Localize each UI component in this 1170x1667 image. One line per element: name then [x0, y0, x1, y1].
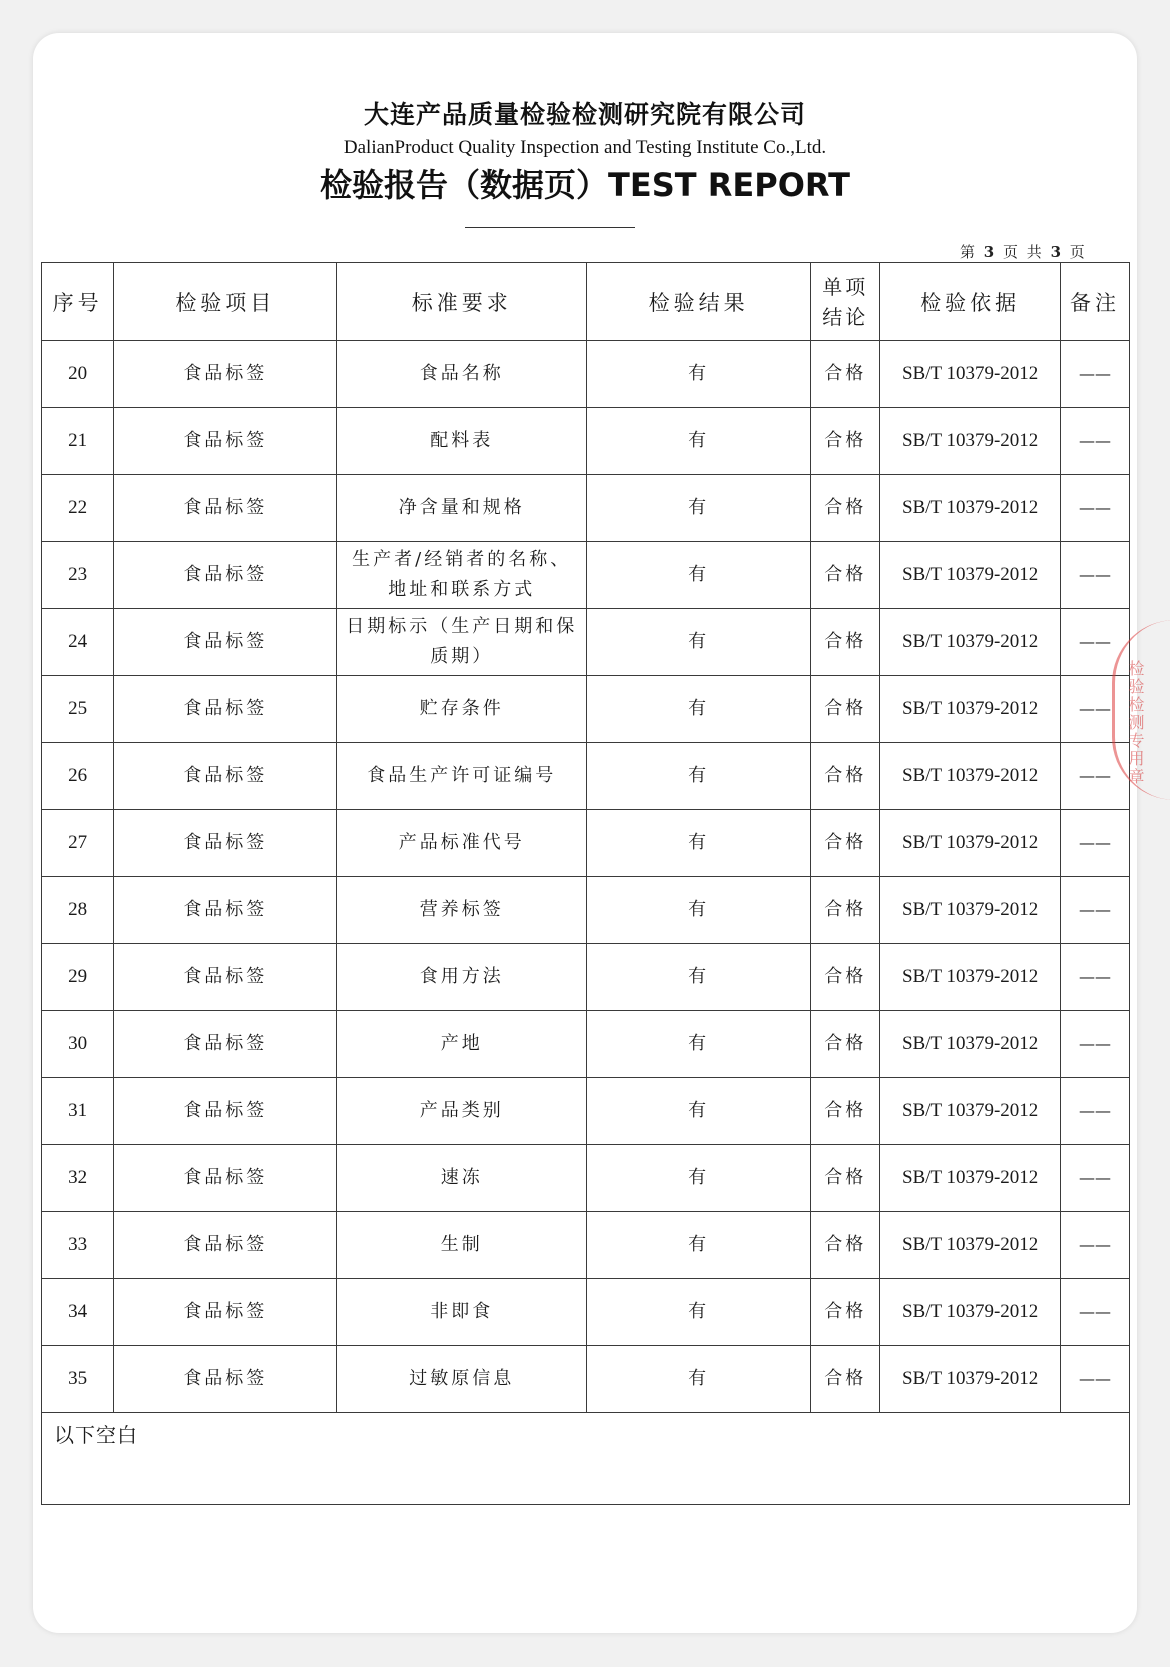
cell-seq: 31	[42, 1078, 114, 1145]
cell-basis: SB/T 10379-2012	[880, 676, 1061, 743]
cell-remark: ——	[1060, 408, 1129, 475]
cell-standard: 贮存条件	[337, 676, 587, 743]
cell-result: 有	[587, 1279, 811, 1346]
cell-result: 有	[587, 676, 811, 743]
cell-standard: 速冻	[337, 1145, 587, 1212]
table-row	[42, 877, 1130, 944]
cell-result: 有	[587, 1078, 811, 1145]
page-current: 3	[983, 243, 997, 261]
header-basis: 检验依据	[880, 263, 1061, 341]
cell-seq: 35	[42, 1346, 114, 1413]
cell-conclusion: 合格	[811, 944, 880, 1011]
header-item: 检验项目	[114, 263, 337, 341]
cell-item: 食品标签	[114, 542, 337, 609]
cell-result: 有	[587, 877, 811, 944]
table-row	[42, 810, 1130, 877]
cell-conclusion: 合格	[811, 475, 880, 542]
cell-item: 食品标签	[114, 1212, 337, 1279]
cell-seq: 23	[42, 542, 114, 609]
cell-basis: SB/T 10379-2012	[880, 1145, 1061, 1212]
cell-basis: SB/T 10379-2012	[880, 810, 1061, 877]
cell-basis: SB/T 10379-2012	[880, 542, 1061, 609]
inspection-table	[41, 262, 1130, 1505]
cell-item: 食品标签	[114, 408, 337, 475]
cell-remark: ——	[1060, 341, 1129, 408]
cell-remark: ——	[1060, 609, 1129, 676]
page-mid: 页 共	[1003, 243, 1044, 261]
table-header-row	[42, 263, 1130, 341]
cell-result: 有	[587, 810, 811, 877]
table-row	[42, 341, 1130, 408]
page-total: 3	[1050, 243, 1064, 261]
table-row	[42, 475, 1130, 542]
cell-item: 食品标签	[114, 1145, 337, 1212]
cell-standard: 生制	[337, 1212, 587, 1279]
cell-basis: SB/T 10379-2012	[880, 1346, 1061, 1413]
cell-result: 有	[587, 1346, 811, 1413]
cell-standard: 配料表	[337, 408, 587, 475]
cell-conclusion: 合格	[811, 743, 880, 810]
cell-result: 有	[587, 341, 811, 408]
cell-basis: SB/T 10379-2012	[880, 341, 1061, 408]
cell-standard: 食用方法	[337, 944, 587, 1011]
cell-standard: 净含量和规格	[337, 475, 587, 542]
cell-result: 有	[587, 609, 811, 676]
cell-conclusion: 合格	[811, 1078, 880, 1145]
cell-seq: 28	[42, 877, 114, 944]
header-seq: 序号	[42, 263, 114, 341]
cell-remark: ——	[1060, 1212, 1129, 1279]
cell-basis: SB/T 10379-2012	[880, 609, 1061, 676]
table-row	[42, 1212, 1130, 1279]
cell-item: 食品标签	[114, 676, 337, 743]
cell-remark: ——	[1060, 810, 1129, 877]
cell-result: 有	[587, 408, 811, 475]
page-prefix: 第	[960, 243, 978, 261]
cell-standard: 产品标准代号	[337, 810, 587, 877]
cell-item: 食品标签	[114, 1346, 337, 1413]
table-row	[42, 743, 1130, 810]
cell-basis: SB/T 10379-2012	[880, 1078, 1061, 1145]
cell-basis: SB/T 10379-2012	[880, 1011, 1061, 1078]
cell-item: 食品标签	[114, 341, 337, 408]
cell-conclusion: 合格	[811, 810, 880, 877]
cell-seq: 33	[42, 1212, 114, 1279]
cell-item: 食品标签	[114, 1011, 337, 1078]
cell-remark: ——	[1060, 944, 1129, 1011]
cell-item: 食品标签	[114, 609, 337, 676]
title-underline	[465, 227, 635, 228]
header-conclusion	[811, 263, 880, 341]
cell-basis: SB/T 10379-2012	[880, 1212, 1061, 1279]
cell-seq: 29	[42, 944, 114, 1011]
cell-seq: 30	[42, 1011, 114, 1078]
cell-basis: SB/T 10379-2012	[880, 944, 1061, 1011]
table-row	[42, 542, 1130, 609]
cell-basis: SB/T 10379-2012	[880, 877, 1061, 944]
table-row	[42, 408, 1130, 475]
table-row	[42, 1145, 1130, 1212]
cell-remark: ——	[1060, 1145, 1129, 1212]
cell-item: 食品标签	[114, 1078, 337, 1145]
cell-standard: 产地	[337, 1011, 587, 1078]
cell-standard: 食品名称	[337, 341, 587, 408]
blank-note-row	[42, 1413, 1130, 1505]
cell-standard: 营养标签	[337, 877, 587, 944]
cell-remark: ——	[1060, 877, 1129, 944]
cell-conclusion: 合格	[811, 1145, 880, 1212]
cell-item: 食品标签	[114, 743, 337, 810]
report-title: 检验报告（数据页）TEST REPORT	[320, 166, 850, 204]
cell-seq: 26	[42, 743, 114, 810]
cell-seq: 25	[42, 676, 114, 743]
cell-conclusion: 合格	[811, 676, 880, 743]
cell-standard: 非即食	[337, 1279, 587, 1346]
cell-conclusion: 合格	[811, 341, 880, 408]
seal-text: 检验检测专用章	[1126, 660, 1145, 786]
cell-standard: 日期标示（生产日期和保质期）	[337, 609, 587, 676]
cell-result: 有	[587, 475, 811, 542]
cell-item: 食品标签	[114, 475, 337, 542]
cell-basis: SB/T 10379-2012	[880, 475, 1061, 542]
page-indicator	[960, 241, 1100, 262]
header-conclusion-line1: 单项	[822, 274, 869, 299]
cell-item: 食品标签	[114, 877, 337, 944]
cell-item: 食品标签	[114, 1279, 337, 1346]
cell-standard: 过敏原信息	[337, 1346, 587, 1413]
table-row	[42, 609, 1130, 676]
cell-result: 有	[587, 944, 811, 1011]
organization-name-en: DalianProduct Quality Inspection and Testing Institute Co.,Ltd.	[343, 137, 827, 158]
cell-remark: ——	[1060, 1011, 1129, 1078]
cell-conclusion: 合格	[811, 609, 880, 676]
header-conclusion-line2: 结论	[822, 304, 869, 329]
cell-conclusion: 合格	[811, 1011, 880, 1078]
table-row	[42, 1279, 1130, 1346]
cell-standard: 食品生产许可证编号	[337, 743, 587, 810]
table-row	[42, 1078, 1130, 1145]
cell-seq: 22	[42, 475, 114, 542]
table-row	[42, 1346, 1130, 1413]
cell-remark: ——	[1060, 1078, 1129, 1145]
cell-remark: ——	[1060, 1279, 1129, 1346]
cell-result: 有	[587, 1212, 811, 1279]
cell-seq: 32	[42, 1145, 114, 1212]
cell-seq: 34	[42, 1279, 114, 1346]
cell-seq: 24	[42, 609, 114, 676]
cell-item: 食品标签	[114, 944, 337, 1011]
page-suffix: 页	[1069, 243, 1087, 261]
cell-basis: SB/T 10379-2012	[880, 1279, 1061, 1346]
header-result: 检验结果	[587, 263, 811, 341]
cell-basis: SB/T 10379-2012	[880, 743, 1061, 810]
cell-result: 有	[587, 542, 811, 609]
cell-conclusion: 合格	[811, 408, 880, 475]
cell-seq: 21	[42, 408, 114, 475]
cell-seq: 27	[42, 810, 114, 877]
table-row	[42, 676, 1130, 743]
cell-conclusion: 合格	[811, 877, 880, 944]
header-remark: 备注	[1060, 263, 1129, 341]
cell-conclusion: 合格	[811, 1279, 880, 1346]
cell-conclusion: 合格	[811, 1346, 880, 1413]
cell-remark: ——	[1060, 542, 1129, 609]
cell-basis: SB/T 10379-2012	[880, 408, 1061, 475]
cell-result: 有	[587, 1011, 811, 1078]
cell-remark: ——	[1060, 475, 1129, 542]
header-standard: 标准要求	[337, 263, 587, 341]
cell-item: 食品标签	[114, 810, 337, 877]
cell-standard: 生产者/经销者的名称、地址和联系方式	[337, 542, 587, 609]
cell-result: 有	[587, 743, 811, 810]
cell-result: 有	[587, 1145, 811, 1212]
cell-remark: ——	[1060, 743, 1129, 810]
table-row	[42, 1011, 1130, 1078]
cell-standard: 产品类别	[337, 1078, 587, 1145]
blank-note: 以下空白	[42, 1413, 1130, 1505]
cell-remark: ——	[1060, 676, 1129, 743]
cell-remark: ——	[1060, 1346, 1129, 1413]
organization-name-cn: 大连产品质量检验检测研究院有限公司	[363, 100, 806, 129]
cell-conclusion: 合格	[811, 542, 880, 609]
cell-conclusion: 合格	[811, 1212, 880, 1279]
cell-seq: 20	[42, 341, 114, 408]
table-row	[42, 944, 1130, 1011]
